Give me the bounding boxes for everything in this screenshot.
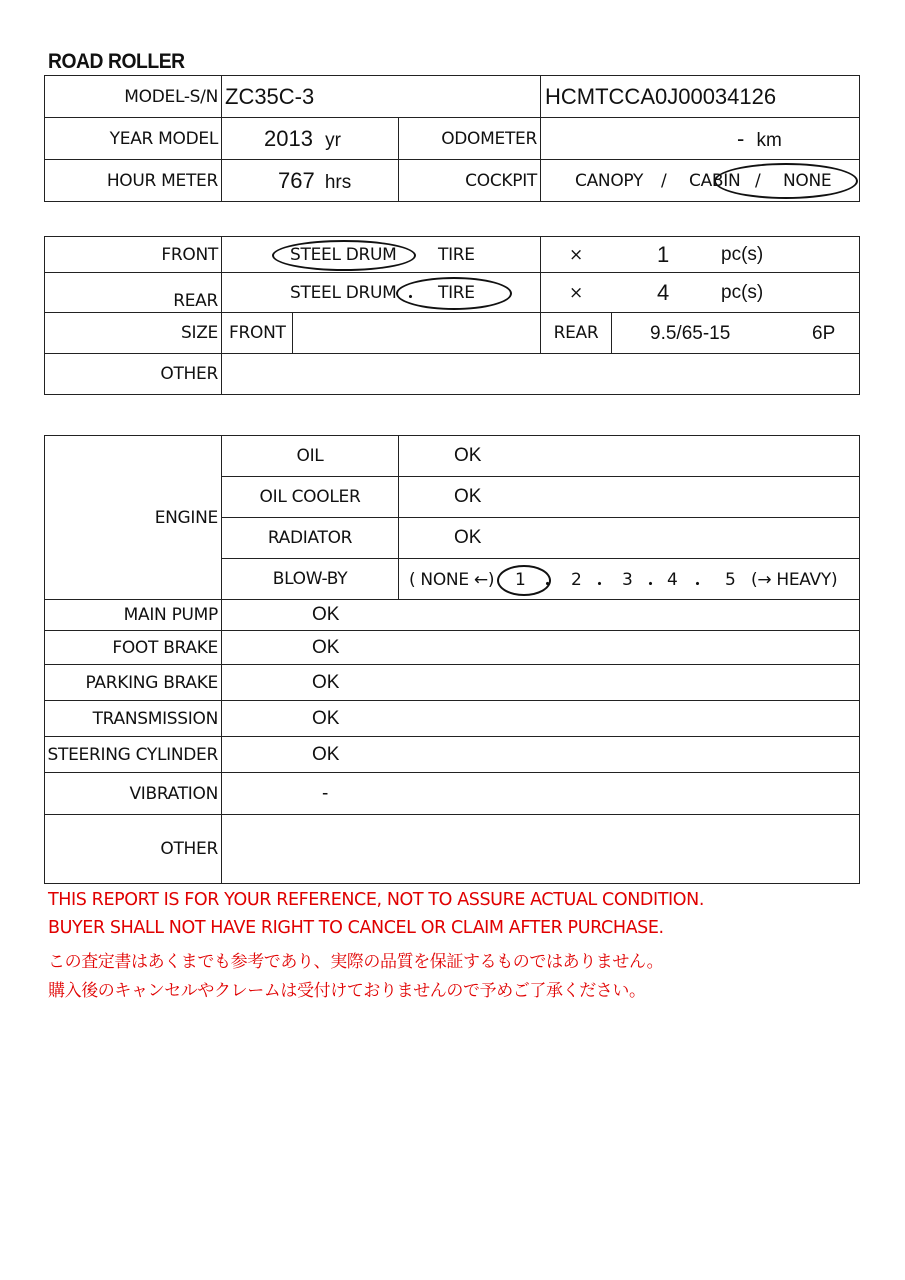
front-count-cell	[541, 237, 860, 273]
check-other-row	[45, 815, 860, 884]
year-model-label: YEAR MODEL	[45, 118, 222, 160]
transmission-value: OK	[222, 701, 860, 737]
front-row	[45, 237, 860, 273]
model-sn-label: MODEL-S/N	[45, 76, 222, 118]
blowby-level-2: 2	[571, 569, 582, 590]
year-row	[45, 118, 860, 160]
odometer-unit: km	[756, 129, 782, 151]
rear-count: 4	[657, 279, 670, 305]
cockpit-separator: /	[661, 170, 667, 191]
selection-circle	[272, 240, 416, 271]
selection-circle	[396, 277, 512, 310]
blowby-level-4: 4	[667, 569, 678, 590]
disclaimer-ja-2: 購入後のキャンセルやクレームは受付けておりませんので予めご了承ください。	[48, 981, 646, 1001]
blowby-scale-end: (→ HEAVY)	[751, 569, 838, 590]
times-sign: ×	[569, 282, 583, 303]
info-table	[44, 75, 860, 202]
blowby-level-5: 5	[725, 569, 736, 590]
pcs-unit: pc(s)	[721, 281, 764, 303]
blowby-dot: ・	[642, 574, 659, 595]
main-pump-label: MAIN PUMP	[45, 600, 222, 631]
selection-circle	[497, 565, 551, 596]
year-value: 2013	[264, 125, 313, 151]
tire-other-row	[45, 354, 860, 395]
cockpit-none: NONE	[783, 170, 832, 191]
disclaimer-ja-1: この査定書はあくまでも参考であり、実際の品質を保証するものではありません。	[48, 952, 664, 972]
transmission-label: TRANSMISSION	[45, 701, 222, 737]
year-unit: yr	[325, 129, 341, 151]
year-model-cell	[222, 118, 399, 160]
hour-row	[45, 160, 860, 202]
parking-brake-row	[45, 665, 860, 701]
foot-brake-label: FOOT BRAKE	[45, 631, 222, 665]
vibration-row	[45, 773, 860, 815]
size-front-label: FRONT	[222, 313, 293, 354]
rear-row	[45, 273, 860, 313]
size-rear-cell	[612, 313, 860, 354]
radiator-label: RADIATOR	[222, 518, 399, 559]
blowby-dot: ・	[591, 574, 608, 595]
hour-unit: hrs	[324, 171, 352, 193]
steering-cylinder-value: OK	[222, 737, 860, 773]
size-rear-label: REAR	[541, 313, 612, 354]
blowby-dot: ・	[539, 574, 556, 595]
blowby-label: BLOW-BY	[222, 559, 399, 600]
vibration-label: VIBRATION	[45, 773, 222, 815]
rear-steel-drum: STEEL DRUM	[290, 282, 397, 303]
tire-other-label: OTHER	[45, 354, 222, 395]
hour-meter-cell	[222, 160, 399, 202]
front-type-cell	[222, 237, 541, 273]
rear-tire: TIRE	[438, 282, 475, 303]
selection-circle	[714, 163, 858, 199]
size-rear-value: 9.5/65-15	[650, 322, 731, 344]
cockpit-cell	[541, 160, 860, 202]
cockpit-label: COCKPIT	[399, 160, 541, 202]
odometer-value: -	[737, 125, 745, 151]
foot-brake-row	[45, 631, 860, 665]
tire-table	[44, 236, 860, 395]
steering-cylinder-row	[45, 737, 860, 773]
oil-cooler-value: OK	[399, 477, 860, 518]
front-label: FRONT	[45, 237, 222, 273]
rear-count-cell	[541, 273, 860, 313]
rear-type-cell	[222, 273, 541, 313]
oil-row	[45, 436, 860, 477]
cockpit-cabin: CABIN	[689, 170, 741, 191]
size-front-value	[293, 313, 541, 354]
times-sign: ×	[569, 244, 583, 265]
radiator-value: OK	[399, 518, 860, 559]
check-table	[44, 435, 860, 884]
parking-brake-label: PARKING BRAKE	[45, 665, 222, 701]
front-steel-drum: STEEL DRUM	[290, 244, 397, 265]
odometer-cell	[541, 118, 860, 160]
oil-value: OK	[399, 436, 860, 477]
main-pump-value: OK	[222, 600, 860, 631]
foot-brake-value: OK	[222, 631, 860, 665]
size-rear-ply: 6P	[812, 322, 836, 344]
oil-cooler-label: OIL COOLER	[222, 477, 399, 518]
serial-value: HCMTCCA0J00034126	[541, 76, 860, 118]
size-row	[45, 313, 860, 354]
parking-brake-value: OK	[222, 665, 860, 701]
main-pump-row	[45, 600, 860, 631]
front-count: 1	[657, 241, 670, 267]
steering-cylinder-label: STEERING CYLINDER	[45, 737, 222, 773]
pcs-unit: pc(s)	[721, 243, 764, 265]
disclaimer-en-1: THIS REPORT IS FOR YOUR REFERENCE, NOT TO ASSURE ACTUAL CONDITION.	[48, 890, 705, 910]
size-label: SIZE	[45, 313, 222, 354]
blowby-dot: ・	[689, 574, 706, 595]
model-value: ZC35C-3	[222, 76, 541, 118]
odometer-label: ODOMETER	[399, 118, 541, 160]
rear-dot: ・	[402, 287, 419, 308]
blowby-scale-start: ( NONE ←)	[409, 569, 495, 590]
model-row	[45, 76, 860, 118]
vibration-value: -	[222, 773, 860, 815]
front-tire: TIRE	[438, 244, 475, 265]
rear-label: REAR	[45, 273, 222, 313]
hour-value: 767	[278, 167, 315, 193]
transmission-row	[45, 701, 860, 737]
disclaimer-en-2: BUYER SHALL NOT HAVE RIGHT TO CANCEL OR CLAIM AFTER PURCHASE.	[48, 918, 664, 938]
oil-label: OIL	[222, 436, 399, 477]
blowby-level-1: 1	[515, 569, 526, 590]
tire-other-value	[222, 354, 860, 395]
cockpit-canopy: CANOPY	[575, 170, 644, 191]
engine-label: ENGINE	[45, 436, 222, 600]
blowby-level-3: 3	[622, 569, 633, 590]
check-other-value	[222, 815, 860, 884]
hour-meter-label: HOUR METER	[45, 160, 222, 202]
check-other-label: OTHER	[45, 815, 222, 884]
blowby-scale-cell	[399, 559, 860, 600]
cockpit-separator: /	[755, 170, 761, 191]
document-title: ROAD ROLLER	[48, 50, 185, 73]
